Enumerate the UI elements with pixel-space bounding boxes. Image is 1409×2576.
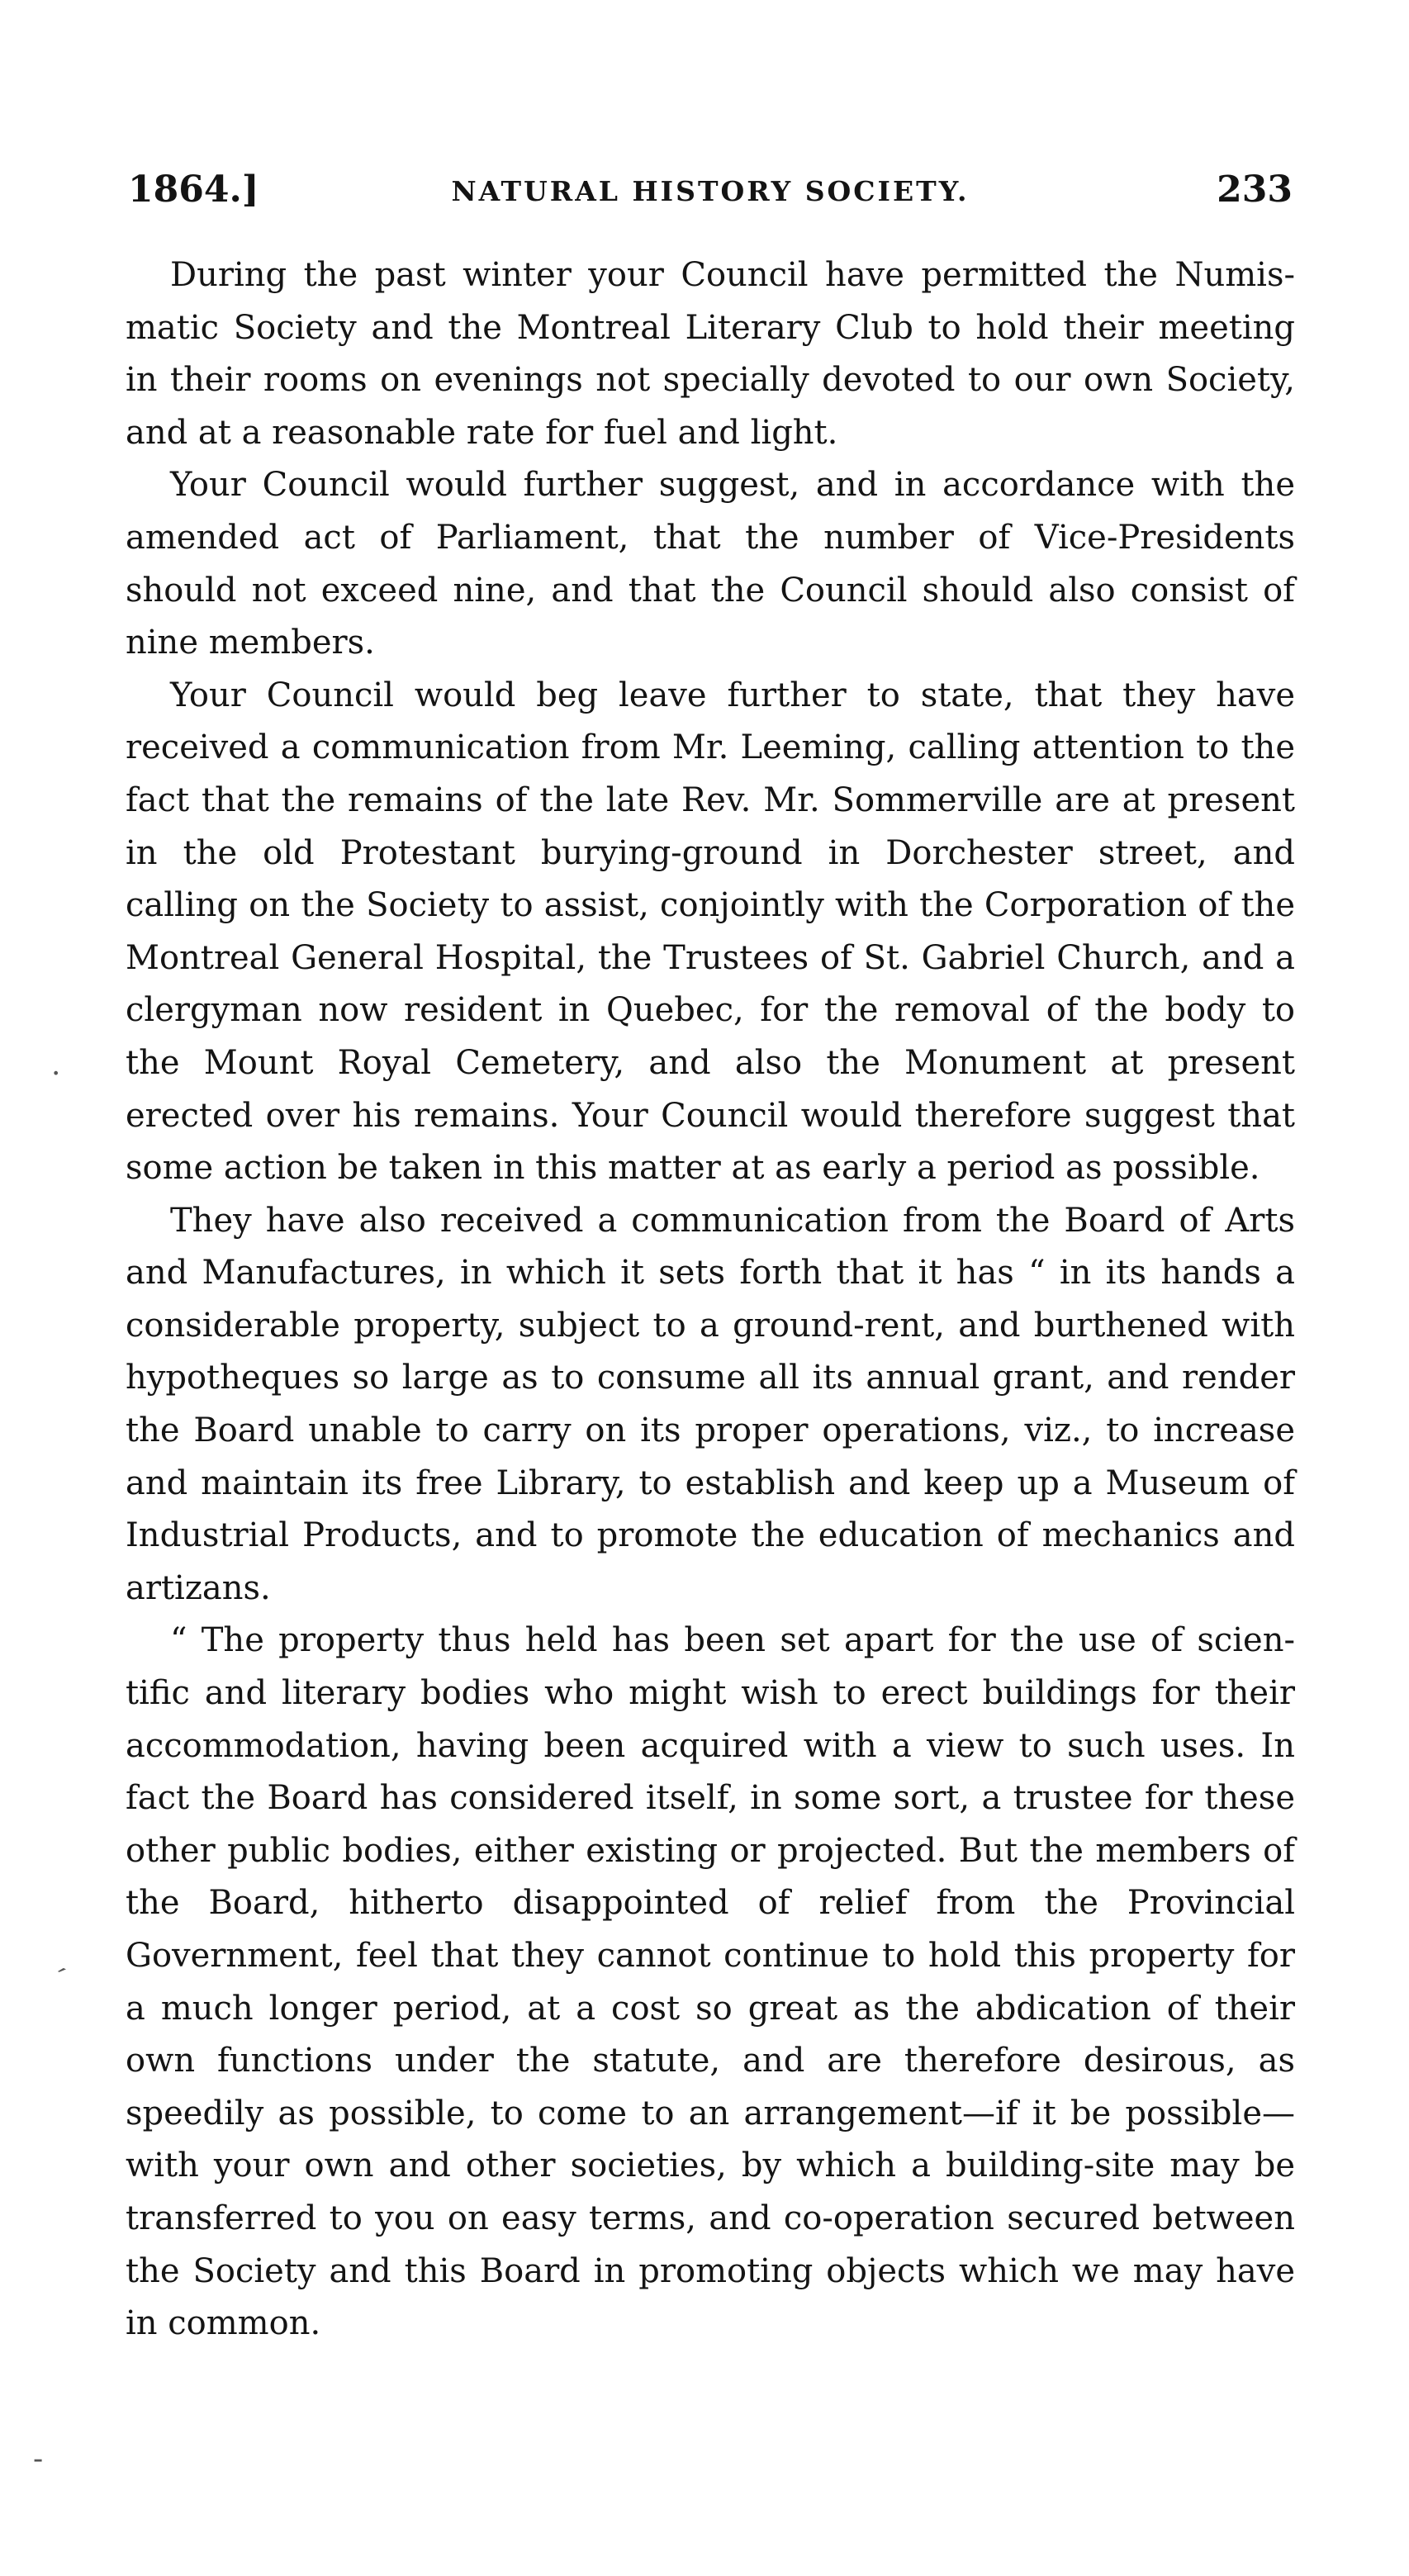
paragraph-board-of-arts: They have also received a communication from the Board of Arts and Manufactures, in which it sets forth that it has “ in its hands a considerable property, subject to a ground-rent, and burthened with hypotheques so large as to consume all its annual grant, and render the Board unable to carry on its proper operations, viz., to increase and maintain its free Library, to establish and keep up a Museum of Industrial Products, and to promote the education of mechanics and artizans. [126,1201,1295,1607]
margin-dash-mark: - [33,2442,44,2476]
header-title: NATURAL HISTORY SOCIETY. [451,175,970,207]
paragraph-vice-presidents: Your Council would further suggest, and in accordance with the amended act of Parliament, that the number of Vice-Presidents should not exceed nine, and that the Council should also consist of nine members. [126,466,1295,662]
page-number: 233 [1217,168,1293,211]
running-head [128,165,1293,215]
paragraph-council-permissions: During the past winter your Council have permitted the Numismatic Society and the Montreal Literary Club to hold their meeting in their rooms on evenings not specially devoted to our own Society, and at a reasonable rate for fuel and light. [126,256,1295,452]
paragraph-sommerville-remains: Your Council would beg leave further to state, that they have received a communication from Mr. Leeming, calling attention to the fact that the remains of the late Rev. Mr. Sommerville are at present in the old Protestant burying-ground in Dorchester street, and calling on the Society to assist, conjointly with the Corporation of the Montreal General Hospital, the Trustees of St. Gabriel Church, and a clergyman now resident in Quebec, for the removal of the body to the Mount Royal Cemetery, and also the Monument at present erected over his remains. Your Council would therefore suggest that some action be taken in this matter at as early a period as possible. [126,676,1295,1188]
margin-dot-mark: · [51,1057,61,1091]
margin-tick-mark: ˊ [41,1962,70,1999]
header-year: 1864.] [128,168,259,211]
body-text [126,249,1295,2351]
paragraph-board-quotation: “ The property thus held has been set apart for the use of scientific and literary bodies who might wish to erect buildings for their accommodation, having been acquired with a view to such uses. In fact the Board has considered itself, in some sort, a trustee for these other public bodies, either existing or projected. But the members of the Board, hitherto disappointed of relief from the Provincial Government, feel that they cannot continue to hold this property for a much longer period, at a cost so great as the abdication of their own functions under the statute, and are therefore desirous, as speedily as possible, to come to an arrangement—if it be possible—with your own and other societies, by which a building-site may be transferred to you on easy terms, and co-operation secured between the Society and this Board in promoting objects which we may have in common. [126,1621,1295,2343]
